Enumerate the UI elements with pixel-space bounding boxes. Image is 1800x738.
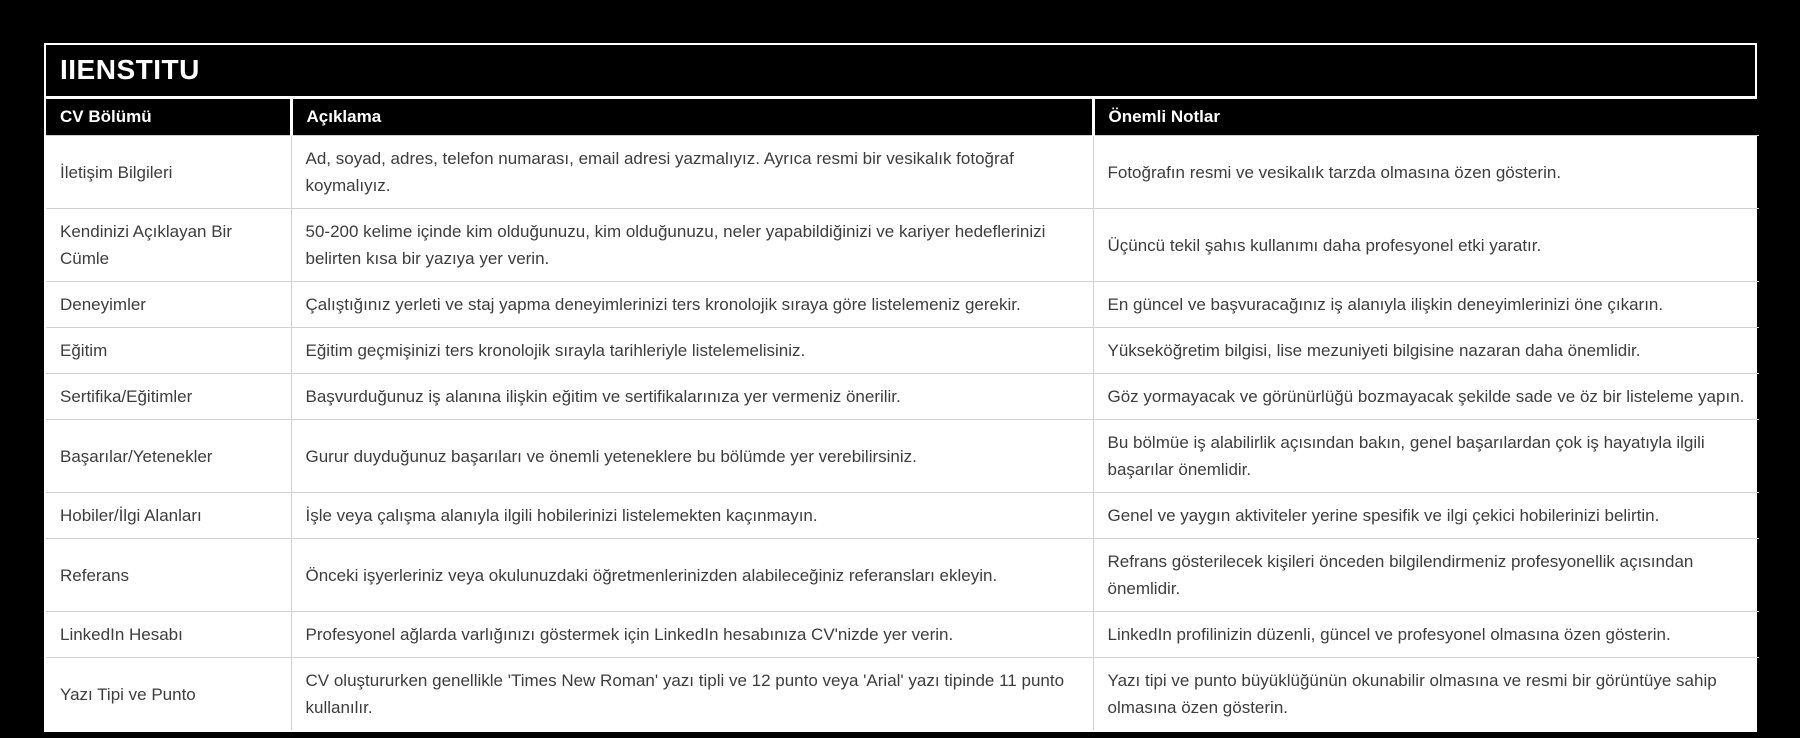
table-row (46, 539, 1759, 612)
cell-important-notes: Göz yormayacak ve görünürlüğü bozmayacak şekilde sade ve öz bir listeleme yapın. (1093, 374, 1759, 420)
cell-cv-section: Hobiler/İlgi Alanları (46, 493, 291, 539)
cell-cv-section: İletişim Bilgileri (46, 136, 291, 209)
cell-important-notes: En güncel ve başvuracağınız iş alanıyla ilişkin deneyimlerinizi öne çıkarın. (1093, 282, 1759, 328)
table-header (46, 99, 1759, 136)
cell-cv-section: Sertifika/Eğitimler (46, 374, 291, 420)
cell-description: CV oluştururken genellikle 'Times New Roman' yazı tipli ve 12 punto veya 'Arial' yazı tipinde 11 punto kullanılır. (291, 658, 1093, 731)
table-row (46, 282, 1759, 328)
cell-important-notes: Genel ve yaygın aktiviteler yerine spesifik ve ilgi çekici hobilerinizi belirtin. (1093, 493, 1759, 539)
cell-description: Önceki işyerleriniz veya okulunuzdaki öğretmenlerinizden alabileceğiniz referansları ekleyin. (291, 539, 1093, 612)
table-row (46, 209, 1759, 282)
cell-cv-section: Deneyimler (46, 282, 291, 328)
table-row (46, 374, 1759, 420)
cell-description: Ad, soyad, adres, telefon numarası, email adresi yazmalıyız. Ayrıca resmi bir vesikalık fotoğraf koymalıyız. (291, 136, 1093, 209)
column-header-cv-section: CV Bölümü (46, 99, 291, 136)
cell-cv-section: Kendinizi Açıklayan Bir Cümle (46, 209, 291, 282)
cell-cv-section: Yazı Tipi ve Punto (46, 658, 291, 731)
cell-description: Eğitim geçmişinizi ters kronolojik sırayla tarihleriyle listelemelisiniz. (291, 328, 1093, 374)
cell-important-notes: Bu bölmüe iş alabilirlik açısından bakın, genel başarılardan çok iş hayatıyla ilgili başarılar önemlidir. (1093, 420, 1759, 493)
cell-description: 50-200 kelime içinde kim olduğunuzu, kim olduğunuzu, neler yapabildiğinizi ve kariyer hedeflerinizi belirten kısa bir yazıya yer verin. (291, 209, 1093, 282)
column-header-important-notes: Önemli Notlar (1093, 99, 1759, 136)
cell-important-notes: Yazı tipi ve punto büyüklüğünün okunabilir olmasına ve resmi bir görüntüye sahip olmasına özen gösterin. (1093, 658, 1759, 731)
cell-description: Profesyonel ağlarda varlığınızı göstermek için LinkedIn hesabınıza CV'nizde yer verin. (291, 612, 1093, 658)
table-body (46, 136, 1759, 731)
table-row (46, 328, 1759, 374)
cell-description: İşle veya çalışma alanıyla ilgili hobilerinizi listelemekten kaçınmayın. (291, 493, 1093, 539)
brand-title: IIENSTITU (46, 45, 1755, 99)
content-card (44, 43, 1757, 732)
cell-cv-section: LinkedIn Hesabı (46, 612, 291, 658)
column-header-description: Açıklama (291, 99, 1093, 136)
table-row (46, 658, 1759, 731)
cell-cv-section: Referans (46, 539, 291, 612)
cell-description: Çalıştığınız yerleti ve staj yapma deneyimlerinizi ters kronolojik sıraya göre listelemeniz gerekir. (291, 282, 1093, 328)
cell-important-notes: Fotoğrafın resmi ve vesikalık tarzda olmasına özen gösterin. (1093, 136, 1759, 209)
cell-cv-section: Başarılar/Yetenekler (46, 420, 291, 493)
cell-description: Gurur duyduğunuz başarıları ve önemli yeteneklere bu bölümde yer verebilirsiniz. (291, 420, 1093, 493)
table-row (46, 420, 1759, 493)
cell-description: Başvurduğunuz iş alanına ilişkin eğitim ve sertifikalarınıza yer vermeniz önerilir. (291, 374, 1093, 420)
table-row (46, 493, 1759, 539)
table-row (46, 136, 1759, 209)
cell-important-notes: Yükseköğretim bilgisi, lise mezuniyeti bilgisine nazaran daha önemlidir. (1093, 328, 1759, 374)
cell-important-notes: Üçüncü tekil şahıs kullanımı daha profesyonel etki yaratır. (1093, 209, 1759, 282)
table-header-row (46, 99, 1759, 136)
cell-cv-section: Eğitim (46, 328, 291, 374)
table-row (46, 612, 1759, 658)
cell-important-notes: Refrans gösterilecek kişileri önceden bilgilendirmeniz profesyonellik açısından önemlidir. (1093, 539, 1759, 612)
cell-important-notes: LinkedIn profilinizin düzenli, güncel ve profesyonel olmasına özen gösterin. (1093, 612, 1759, 658)
cv-sections-table (46, 99, 1759, 730)
